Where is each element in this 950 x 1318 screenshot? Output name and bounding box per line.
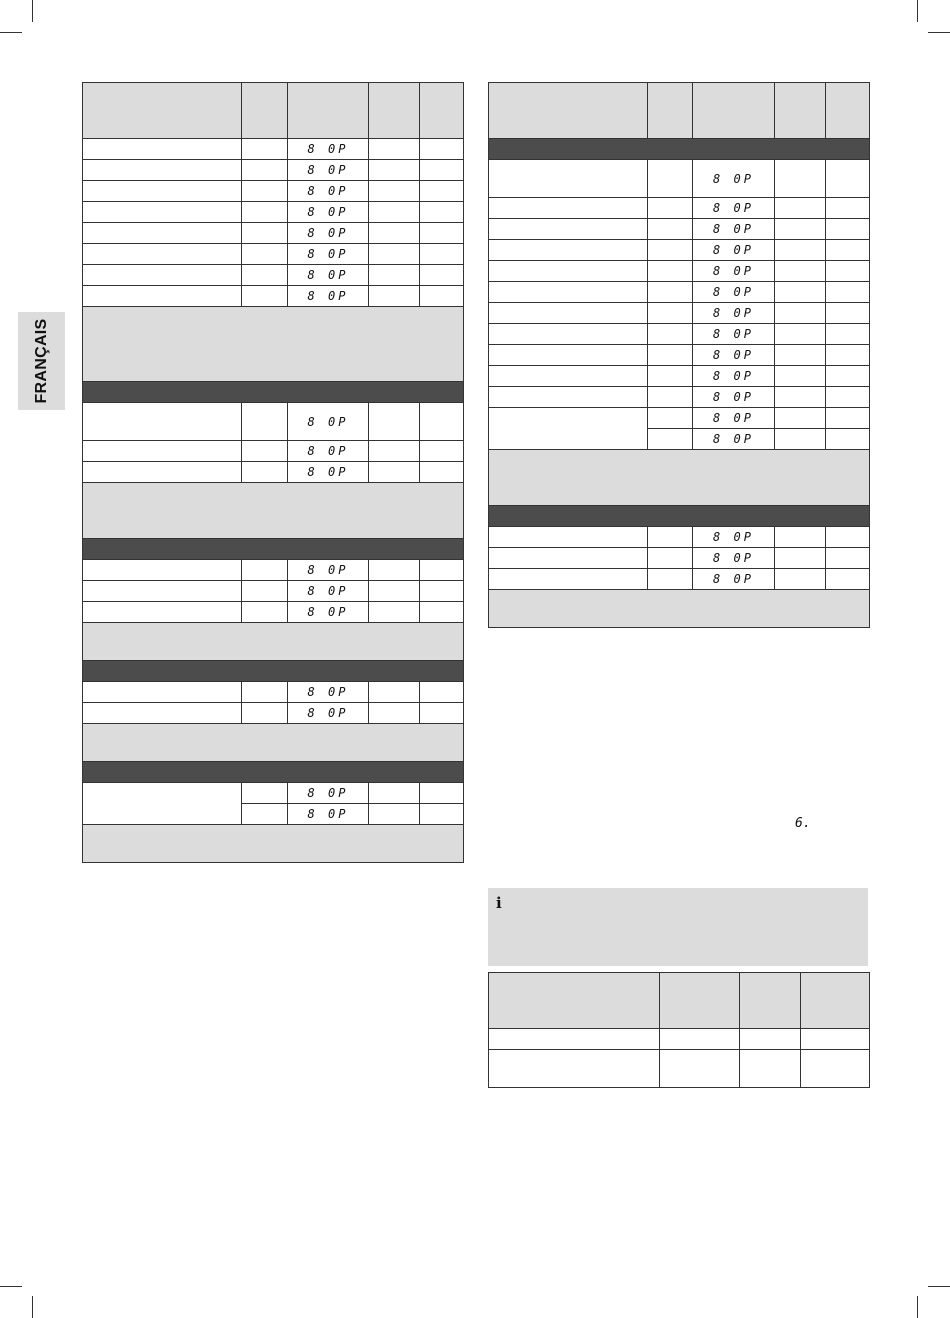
display-readout: 8 0P <box>307 247 349 261</box>
table-header <box>489 83 870 139</box>
table-row <box>83 223 464 244</box>
note-row <box>83 623 464 661</box>
display-readout: 8 0P <box>713 285 754 299</box>
display-readout: 8 0P <box>307 605 349 619</box>
display-readout: 8 0P <box>307 142 349 156</box>
display-readout: 8 0P <box>307 414 349 429</box>
display-readout: 8 0P <box>307 289 349 303</box>
table-row <box>489 345 870 366</box>
table-row <box>83 682 464 703</box>
table-row <box>489 387 870 408</box>
table-row <box>489 1050 870 1088</box>
table-row <box>83 462 464 483</box>
table-row <box>83 403 464 441</box>
crop-mark <box>32 0 33 22</box>
display-readout: 8 0P <box>307 268 349 282</box>
display-readout: 8 0P <box>307 807 349 821</box>
display-readout: 8 0P <box>307 163 349 177</box>
note-row <box>83 307 464 382</box>
note-row <box>489 590 870 628</box>
table-row <box>489 282 870 303</box>
display-readout: 8 0P <box>713 551 754 565</box>
table-row <box>83 703 464 724</box>
display-readout: 8 0P <box>307 184 349 198</box>
display-readout: 8 0P <box>713 171 754 186</box>
table-row <box>489 527 870 548</box>
table-row <box>489 160 870 198</box>
display-readout: 8 0P <box>307 685 349 699</box>
table-row <box>83 560 464 581</box>
display-readout: 8 0P <box>713 432 754 446</box>
display-readout: 8 0P <box>713 572 754 586</box>
crop-mark <box>928 32 950 33</box>
table-row <box>489 219 870 240</box>
display-readout-small: 6. <box>795 816 811 831</box>
note-row <box>83 825 464 863</box>
crop-mark <box>917 0 918 22</box>
display-readout: 8 0P <box>713 201 754 215</box>
display-readout: 8 0P <box>307 205 349 219</box>
table-row <box>83 244 464 265</box>
section-header <box>83 539 464 560</box>
display-readout: 8 0P <box>307 563 349 577</box>
table-row <box>83 160 464 181</box>
note-row <box>489 450 870 506</box>
table-row <box>489 303 870 324</box>
table-row <box>489 366 870 387</box>
table-header <box>83 83 464 139</box>
display-readout: 8 0P <box>713 222 754 236</box>
display-readout: 8 0P <box>713 411 754 425</box>
display-readout: 8 0P <box>307 786 349 800</box>
info-icon: i <box>496 894 502 912</box>
section-header <box>489 506 870 527</box>
table-row <box>83 581 464 602</box>
crop-mark <box>32 1296 33 1318</box>
section-header <box>83 762 464 783</box>
display-readout: 8 0P <box>713 348 754 362</box>
display-readout: 8 0P <box>307 444 349 458</box>
table-row <box>489 240 870 261</box>
table-row <box>83 181 464 202</box>
note-row <box>83 483 464 539</box>
table-row <box>83 265 464 286</box>
language-tab <box>18 312 65 410</box>
language-tab-label: FRANÇAIS <box>32 318 50 404</box>
table-row <box>83 783 464 804</box>
program-table-right <box>488 82 870 628</box>
table-row <box>83 441 464 462</box>
note-row <box>83 724 464 762</box>
table-row <box>489 548 870 569</box>
crop-mark <box>0 1286 22 1287</box>
display-readout: 8 0P <box>307 226 349 240</box>
display-readout: 8 0P <box>713 264 754 278</box>
display-readout: 8 0P <box>713 390 754 404</box>
program-table-left <box>82 82 464 863</box>
table-row <box>489 408 870 429</box>
table-row <box>489 569 870 590</box>
section-header <box>489 139 870 160</box>
display-readout: 8 0P <box>713 369 754 383</box>
display-readout: 8 0P <box>713 243 754 257</box>
table-row <box>83 602 464 623</box>
display-readout: 8 0P <box>307 465 349 479</box>
table-row <box>83 286 464 307</box>
display-readout: 8 0P <box>307 584 349 598</box>
display-readout: 8 0P <box>713 306 754 320</box>
table-row <box>489 198 870 219</box>
table-row <box>489 324 870 345</box>
crop-mark <box>928 1286 950 1287</box>
table-header <box>489 973 870 1029</box>
table-row <box>83 139 464 160</box>
display-readout: 8 0P <box>713 327 754 341</box>
crop-mark <box>917 1296 918 1318</box>
info-note-box <box>488 888 868 966</box>
crop-mark <box>0 32 22 33</box>
table-row <box>489 1029 870 1050</box>
section-header <box>83 661 464 682</box>
display-readout: 8 0P <box>307 706 349 720</box>
display-readout: 8 0P <box>713 530 754 544</box>
settings-table <box>488 972 870 1088</box>
section-header <box>83 382 464 403</box>
table-row <box>489 261 870 282</box>
table-row <box>83 202 464 223</box>
